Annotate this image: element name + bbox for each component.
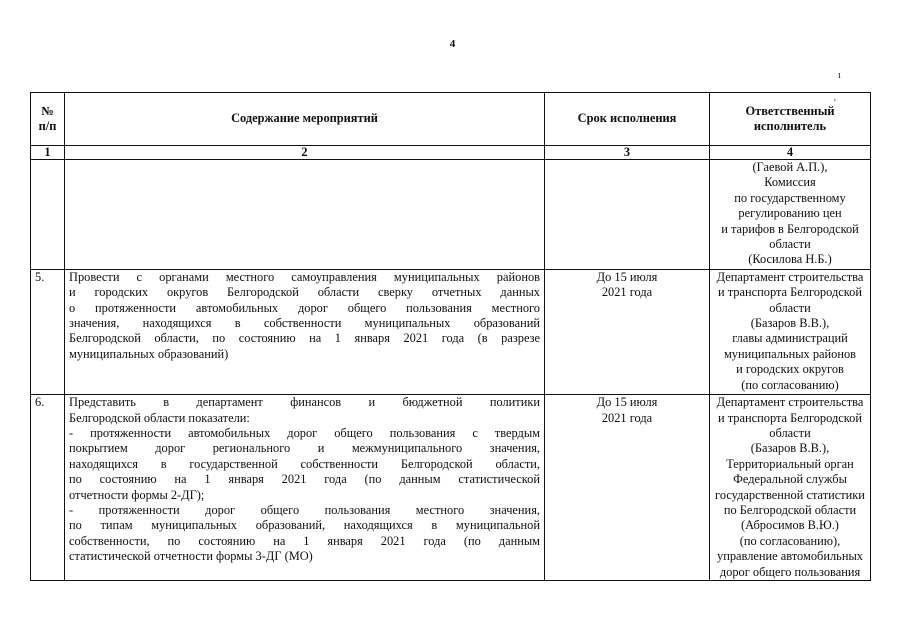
column-number-row: [31, 146, 871, 160]
column-number: 3: [545, 146, 710, 160]
header-responsible: Ответственный исполнитель: [710, 93, 871, 146]
row-content: Представить в департамент финансов и бюджетной политики Белгородской области показатели: - протяженности автомобильных дорог общего пользования с твердым покрытием дорог регионального и межмуниципального значения, находящихся в государственной собственности Белгородской области, по состоянию на 1 января 2021 года (по данным статистической отчетности формы 2-ДГ); - протяженности дорог общего пользования местного значения, по типам муниципальных образований, находящихся в муниципальной собственности, по состоянию на 1 января 2021 года (по данным статистической отчетности формы 3-ДГ (МО): [65, 395, 545, 581]
header-num: № п/п: [31, 93, 65, 146]
column-number: 2: [65, 146, 545, 160]
measures-table: [30, 92, 871, 581]
table-row: [31, 269, 871, 394]
scan-speck: ': [834, 98, 836, 109]
row-responsible: Департамент строительства и транспорта Белгородской области (Базаров В.В.), Территориальный орган Федеральной службы государственной статистики по Белгородской области (Абросимов В.Ю.) (по согласованию), управление автомобильных дорог общего пользования: [710, 395, 871, 581]
row-content: [65, 160, 545, 270]
row-content: Провести с органами местного самоуправления муниципальных районов и городских округов Белгородской области сверку отчетных данных о протяженности автомобильных дорог общего пользования местного значения, находящихся в собственности муниципальных образований Белгородской области, по состоянию на 1 января 2021 года (в разрезе муниципальных образований): [65, 269, 545, 394]
row-term: [545, 160, 710, 270]
page-number: 4: [449, 38, 456, 50]
row-num: 5.: [31, 269, 65, 394]
header-term: Срок исполнения: [545, 93, 710, 146]
table-row: [31, 395, 871, 581]
row-term: До 15 июля 2021 года: [545, 269, 710, 394]
column-number: 4: [710, 146, 871, 160]
row-num: [31, 160, 65, 270]
scan-speck: ı: [838, 70, 841, 81]
table-row: [31, 160, 871, 270]
row-responsible: Департамент строительства и транспорта Белгородской области (Базаров В.В.), главы администраций муниципальных районов и городских округов (по согласованию): [710, 269, 871, 394]
row-responsible: (Гаевой А.П.), Комиссия по государственному регулированию цен и тарифов в Белгородской области (Косилова Н.Б.): [710, 160, 871, 270]
row-term: До 15 июля 2021 года: [545, 395, 710, 581]
column-number: 1: [31, 146, 65, 160]
header-content: Содержание мероприятий: [65, 93, 545, 146]
table-header-row: [31, 93, 871, 146]
row-num: 6.: [31, 395, 65, 581]
